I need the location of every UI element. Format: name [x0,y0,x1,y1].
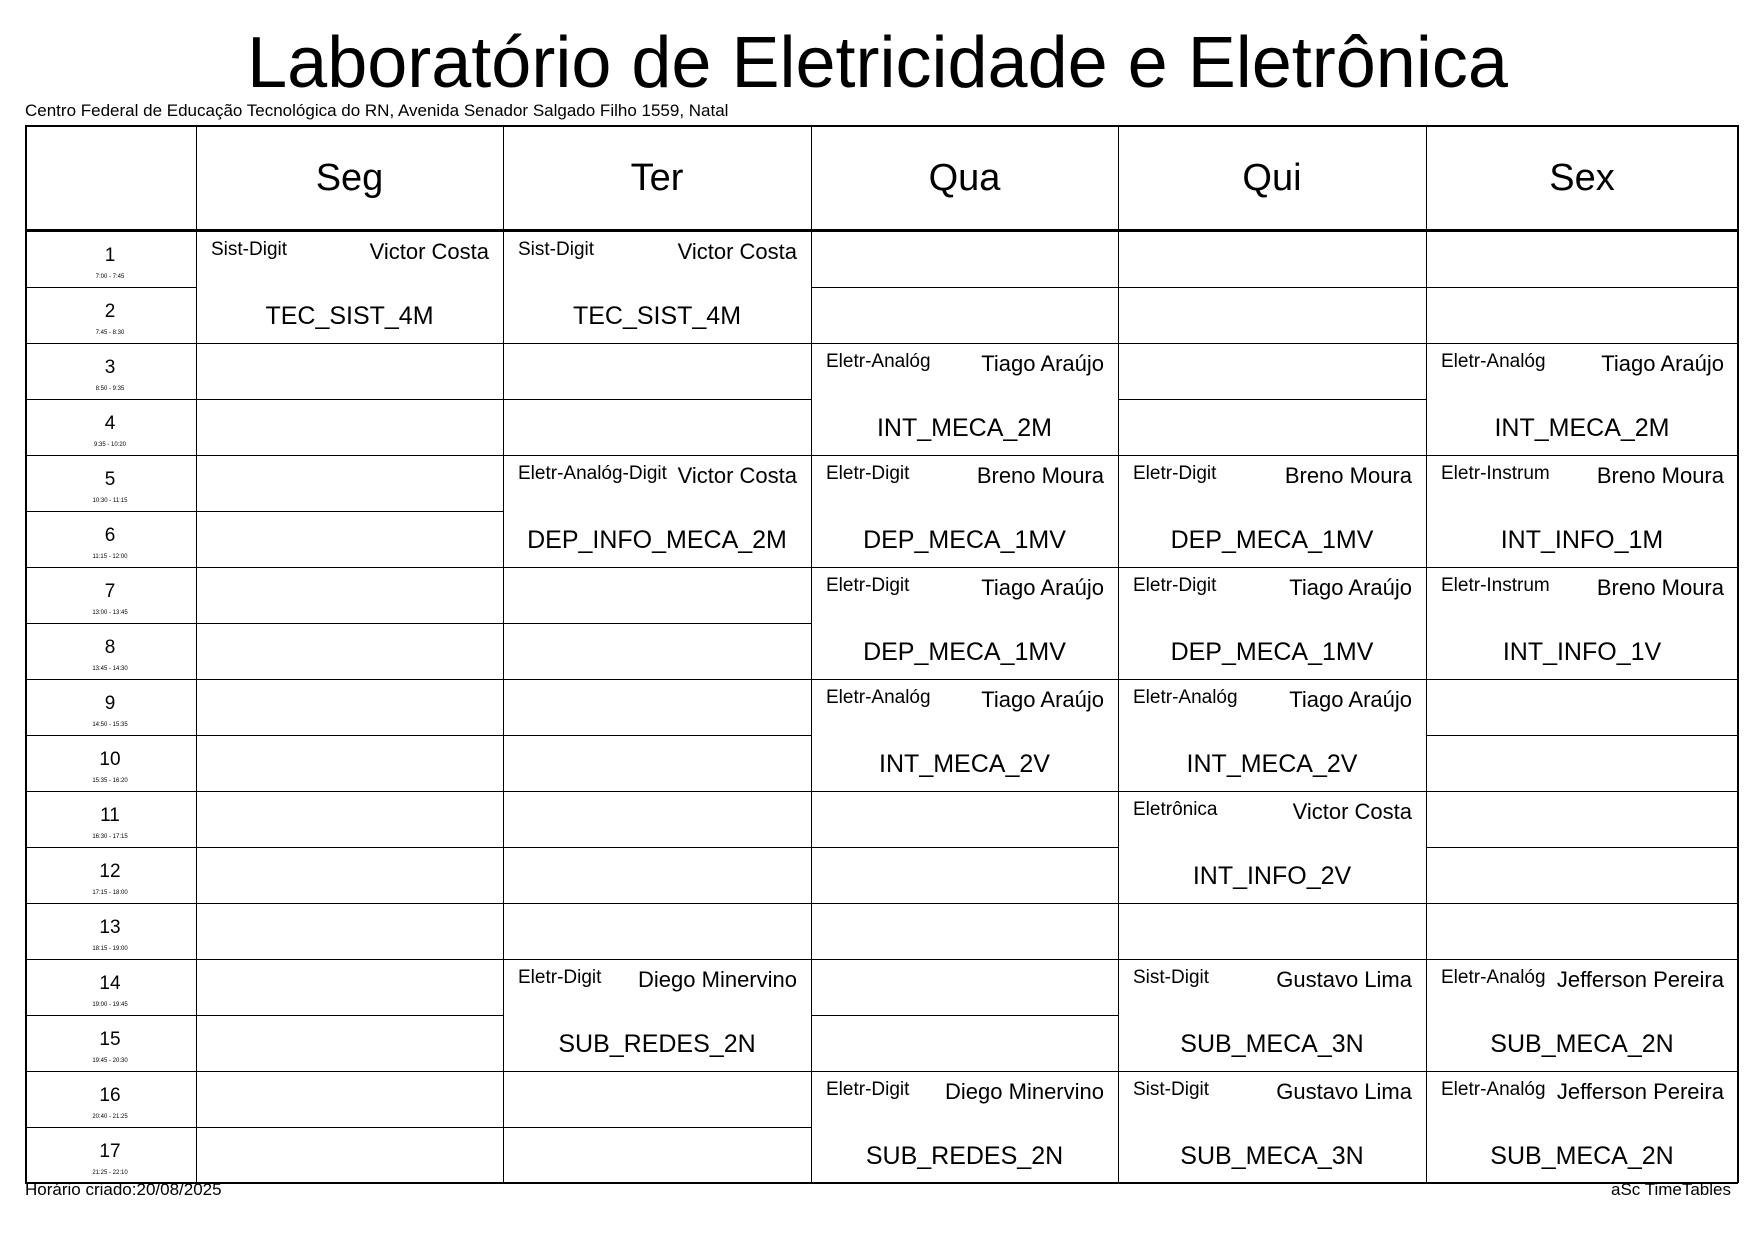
period-time: 7:45 - 8:30 [95,330,125,336]
lesson-teacher: Jefferson Pereira [1556,967,1724,992]
lesson-card[interactable] [1426,343,1738,455]
grid-row-divider [196,455,503,456]
lesson-teacher: Jefferson Pereira [1556,1079,1724,1104]
grid-row-divider [25,791,196,792]
grid-row-divider [196,903,503,904]
period-time: 11:15 - 12:00 [92,554,128,560]
grid-row-divider [196,959,503,960]
grid-row-divider [811,847,1118,848]
page-title: Laboratório de Eletricidade e Eletrônica [247,23,1508,103]
lesson-subject: Eletr-Digit [826,463,910,484]
period-number: 14 [99,973,121,994]
lesson-subject: Eletr-Digit [518,967,602,988]
lesson-card[interactable] [196,231,503,343]
lesson-teacher: Diego Minervino [945,1079,1104,1104]
grid-row-divider [1426,847,1738,848]
lesson-card[interactable] [811,455,1118,567]
grid-row-divider [196,1015,503,1016]
lesson-subject: Eletr-Instrum [1441,575,1550,596]
lesson-card[interactable] [503,959,811,1071]
period-number: 15 [99,1029,121,1050]
day-header: Ter [630,157,684,199]
lesson-teacher: Breno Moura [1596,575,1724,600]
lesson-teacher: Victor Costa [677,239,797,264]
lesson-teacher: Victor Costa [1292,799,1412,824]
lesson-card[interactable] [1118,1071,1426,1183]
grid-row-divider [503,903,811,904]
lesson-teacher: Breno Moura [1284,463,1412,488]
lesson-class: INT_MECA_2M [876,414,1053,442]
period-time: 10:30 - 11:15 [92,498,128,504]
lesson-card[interactable] [1118,679,1426,791]
period-number: 1 [104,245,116,266]
period-time: 15:35 - 16:20 [92,778,128,784]
period-number: 13 [99,917,121,938]
grid-row-divider [503,679,811,680]
lesson-teacher: Tiago Araújo [981,351,1104,376]
lesson-teacher: Gustavo Lima [1276,1079,1412,1104]
lesson-card[interactable] [1118,791,1426,903]
grid-row-divider [503,1071,811,1072]
lesson-teacher: Tiago Araújo [981,575,1104,600]
lesson-subject: Eletr-Analóg-Digit [518,463,667,484]
grid-row-divider [811,791,1118,792]
period-time: 13:00 - 13:45 [92,610,128,616]
grid-row-divider [811,903,1118,904]
period-number: 2 [104,301,116,322]
lesson-class: DEP_MECA_1MV [1170,638,1374,666]
grid-border-top [25,125,1738,127]
lesson-teacher: Breno Moura [1596,463,1724,488]
lesson-teacher: Tiago Araújo [1601,351,1724,376]
grid-row-divider [25,623,196,624]
period-number: 10 [99,749,121,770]
grid-row-divider [1426,287,1738,288]
lesson-subject: Sist-Digit [1133,1079,1210,1100]
period-number: 5 [104,469,116,490]
day-header: Qua [928,157,1001,199]
grid-row-divider [503,847,811,848]
lesson-class: SUB_REDES_2N [865,1142,1064,1170]
grid-row-divider [1118,903,1426,904]
grid-row-divider [1118,343,1426,344]
lesson-class: INT_INFO_2V [1192,862,1352,890]
grid-row-divider [25,567,196,568]
grid-row-divider [503,567,811,568]
grid-row-divider [25,1071,196,1072]
grid-row-divider [811,287,1118,288]
lesson-card[interactable] [503,455,811,567]
grid-row-divider [503,399,811,400]
lesson-class: TEC_SIST_4M [265,302,434,330]
grid-row-divider [196,1071,503,1072]
day-header: Qui [1242,157,1302,199]
grid-row-divider [503,735,811,736]
lesson-class: SUB_MECA_2N [1490,1030,1674,1058]
period-number: 8 [104,637,116,658]
grid-row-divider [25,287,196,288]
grid-row-divider [196,1127,503,1128]
grid-row-divider [196,567,503,568]
lesson-card[interactable] [811,343,1118,455]
grid-row-divider [25,343,196,344]
period-number: 12 [99,861,121,882]
lesson-subject: Eletr-Digit [1133,463,1217,484]
lesson-teacher: Tiago Araújo [981,687,1104,712]
grid-row-divider [1426,903,1738,904]
period-number: 4 [104,413,116,434]
grid-row-divider [196,399,503,400]
lesson-subject: Sist-Digit [518,239,595,260]
period-time: 20:40 - 21:25 [92,1114,128,1120]
lesson-subject: Eletr-Analóg [1441,351,1546,372]
grid-row-divider [25,511,196,512]
period-time: 14:50 - 15:35 [92,722,128,728]
lesson-subject: Eletr-Digit [826,1079,910,1100]
lesson-subject: Sist-Digit [1133,967,1210,988]
period-number: 16 [99,1085,121,1106]
grid-row-divider [1426,735,1738,736]
lesson-subject: Eletr-Analóg [1441,1079,1546,1100]
lesson-teacher: Victor Costa [369,239,489,264]
lesson-class: TEC_SIST_4M [572,302,742,330]
lesson-class: SUB_MECA_3N [1180,1142,1364,1170]
lesson-card[interactable] [811,1071,1118,1183]
period-time: 7:00 - 7:45 [95,274,125,280]
lesson-teacher: Tiago Araújo [1289,575,1412,600]
period-number: 17 [99,1141,121,1162]
grid-row-divider [25,679,196,680]
lesson-card[interactable] [1118,567,1426,679]
grid-row-divider [196,791,503,792]
grid-row-divider [1118,399,1426,400]
grid-row-divider [25,399,196,400]
lesson-class: INT_INFO_1V [1502,638,1662,666]
grid-row-divider [503,791,811,792]
period-number: 3 [104,357,116,378]
lesson-teacher: Victor Costa [677,463,797,488]
lesson-subject: Eletrônica [1133,799,1218,820]
lesson-class: SUB_REDES_2N [558,1030,756,1058]
period-time: 19:00 - 19:45 [92,1002,128,1008]
lesson-teacher: Breno Moura [976,463,1104,488]
period-time: 17:15 - 18:00 [92,890,128,896]
lesson-card[interactable] [503,231,811,343]
lesson-class: INT_MECA_2M [1494,414,1670,442]
grid-row-divider [25,847,196,848]
grid-row-divider [196,679,503,680]
period-time: 19:45 - 20:30 [92,1058,128,1064]
day-header: Sex [1549,157,1615,199]
period-number: 9 [104,693,116,714]
grid-row-divider [196,623,503,624]
period-time: 13:45 - 14:30 [92,666,128,672]
lesson-class: INT_MECA_2V [879,750,1050,778]
lesson-teacher: Diego Minervino [638,967,797,992]
grid-row-divider [25,1015,196,1016]
lesson-class: SUB_MECA_2N [1490,1142,1674,1170]
grid-row-divider [811,959,1118,960]
grid-row-divider [25,455,196,456]
lesson-teacher: Tiago Araújo [1289,687,1412,712]
lesson-teacher: Gustavo Lima [1276,967,1412,992]
period-time: 21:25 - 22:10 [92,1170,128,1176]
period-number: 7 [104,581,116,602]
grid-row-divider [196,847,503,848]
lesson-subject: Sist-Digit [211,239,288,260]
lesson-class: INT_MECA_2V [1186,750,1358,778]
lesson-subject: Eletr-Analóg [826,687,931,708]
grid-row-divider [196,511,503,512]
lesson-class: SUB_MECA_3N [1180,1030,1364,1058]
lesson-subject: Eletr-Digit [1133,575,1217,596]
lesson-card[interactable] [811,567,1118,679]
grid-row-divider [1118,287,1426,288]
lesson-class: DEP_MECA_1MV [863,526,1066,554]
grid-row-divider [25,1127,196,1128]
grid-row-divider [25,735,196,736]
period-number: 6 [104,525,116,546]
lesson-card[interactable] [1426,567,1738,679]
grid-row-divider [1426,791,1738,792]
grid-row-divider [811,1015,1118,1016]
lesson-subject: Eletr-Digit [826,575,910,596]
grid-row-divider [25,903,196,904]
period-time: 9:35 - 10:20 [93,442,127,448]
lesson-class: DEP_MECA_1MV [1170,526,1374,554]
footer-brand: aSc TimeTables [1611,1180,1731,1199]
lesson-class: DEP_MECA_1MV [863,638,1066,666]
period-time: 8:50 - 9:35 [95,386,125,392]
day-header: Seg [315,157,384,199]
period-number: 11 [100,805,120,826]
lesson-subject: Eletr-Analóg [1133,687,1238,708]
period-time: 16:30 - 17:15 [92,834,128,840]
grid-row-divider [503,623,811,624]
lesson-card[interactable] [1426,455,1738,567]
page-subtitle: Centro Federal de Educação Tecnológica do RN, Avenida Senador Salgado Filho 1559, Natal [25,101,729,120]
lesson-subject: Eletr-Analóg [1441,967,1546,988]
grid-row-divider [503,1127,811,1128]
grid-row-divider [503,343,811,344]
grid-row-divider [25,959,196,960]
lesson-subject: Eletr-Instrum [1441,463,1550,484]
lesson-card[interactable] [811,679,1118,791]
footer-created-date: Horário criado:20/08/2025 [25,1180,222,1199]
lesson-class: DEP_INFO_MECA_2M [527,526,787,554]
lesson-class: INT_INFO_1M [1500,526,1664,554]
lesson-card[interactable] [1426,959,1738,1071]
grid-row-divider [196,735,503,736]
lesson-subject: Eletr-Analóg [826,351,931,372]
lesson-card[interactable] [1118,455,1426,567]
grid-row-divider [1426,679,1738,680]
period-time: 18:15 - 19:00 [92,946,128,952]
grid-row-divider [196,343,503,344]
lesson-card[interactable] [1426,1071,1738,1183]
lesson-card[interactable] [1118,959,1426,1071]
